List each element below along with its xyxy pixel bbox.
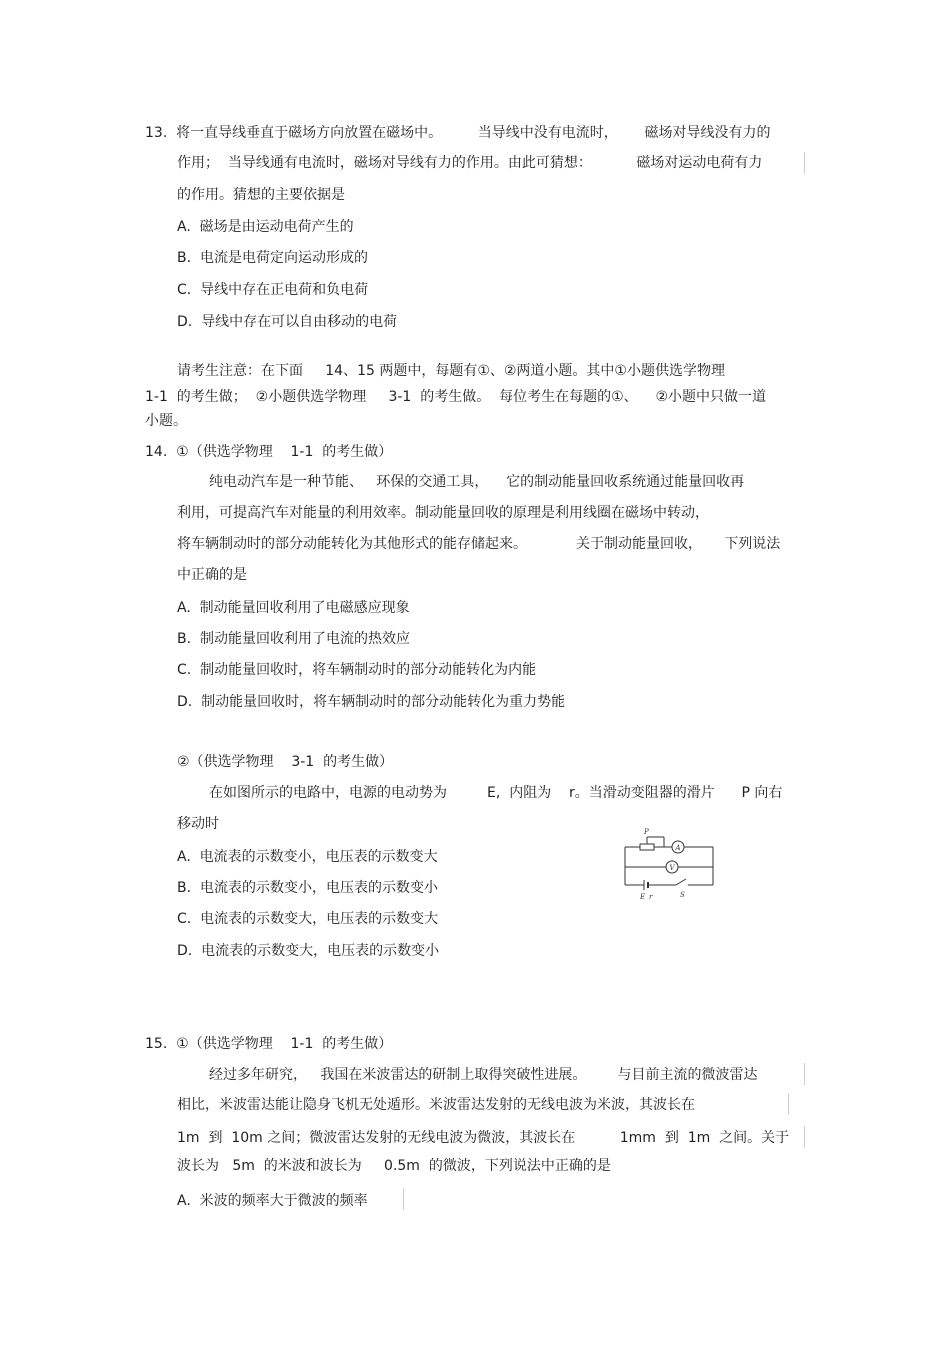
q14-p1: 纯电动汽车是一种节能、 环保的交通工具， 它的制动能量回收系统通过能量回收再	[209, 474, 745, 490]
label-v: V	[669, 864, 675, 872]
q15-option-a: A. 米波的频率大于微波的频率	[177, 1193, 368, 1209]
switch-icon	[676, 879, 686, 885]
divider	[403, 1188, 404, 1210]
q14-option-c: C. 制动能量回收时，将车辆制动时的部分动能转化为内能	[177, 662, 537, 678]
notice-line3: 小题。	[145, 413, 187, 429]
q14-sub2-option-a: A. 电流表的示数变小，电压表的示数变大	[177, 849, 438, 865]
q13-line2: 作用； 当导线通有电流时，磁场对导线有力的作用。由此可猜想： 磁场对运动电荷有力	[177, 155, 763, 171]
q13-option-a: A. 磁场是由运动电荷产生的	[177, 219, 354, 235]
divider	[788, 1093, 789, 1115]
label-s: S	[680, 891, 685, 899]
q15-p2: 相比，米波雷达能让隐身飞机无处遁形。米波雷达发射的无线电波为米波，其波长在	[177, 1097, 695, 1113]
q14-sub2-p1: 在如图所示的电路中，电源的电动势为 E, 内阻为 r。当滑动变阻器的滑片 P 向右	[209, 785, 783, 801]
rheostat-icon	[640, 844, 654, 850]
q15-p1: 经过多年研究， 我国在米波雷达的研制上取得突破性进展。 与目前主流的微波雷达	[209, 1067, 758, 1083]
q13-option-d: D. 导线中存在可以自由移动的电荷	[177, 314, 398, 330]
q13-option-b: B. 电流是电荷定向运动形成的	[177, 250, 368, 266]
q13-line1: 13. 将一直导线垂直于磁场方向放置在磁场中。 当导线中没有电流时， 磁场对导线没有力的	[145, 125, 771, 141]
q14-sub2-option-b: B. 电流表的示数变小，电压表的示数变小	[177, 880, 438, 896]
q15-p3: 1m 到 10m 之间；微波雷达发射的无线电波为微波，其波长在 1mm 到 1m 之间。关于	[177, 1130, 790, 1146]
q14-p4: 中正确的是	[177, 567, 247, 583]
q15-p4: 波长为 5m 的米波和波长为 0.5m 的微波，下列说法中正确的是	[177, 1158, 611, 1174]
q14-header: 14. ①（供选学物理 1-1 的考生做）	[145, 444, 393, 460]
notice-line1: 请考生注意：在下面 14、15 两题中，每题有①、②两道小题。其中①小题供选学物理	[177, 363, 725, 379]
q14-p2: 利用，可提高汽车对能量的利用效率。制动能量回收的原理是利用线圈在磁场中转动，	[177, 505, 709, 521]
notice-line2: 1-1 的考生做； ②小题供选学物理 3-1 的考生做。 每位考生在每题的①、 ②小题中只做一道	[145, 389, 767, 405]
q14-sub2-option-d: D. 电流表的示数变大，电压表的示数变小	[177, 943, 440, 959]
q13-line3: 的作用。猜想的主要依据是	[177, 187, 345, 203]
q14-sub2-option-c: C. 电流表的示数变大，电压表的示数变大	[177, 911, 439, 927]
divider	[804, 152, 805, 174]
q14-option-b: B. 制动能量回收利用了电流的热效应	[177, 631, 410, 647]
q14-option-a: A. 制动能量回收利用了电磁感应现象	[177, 600, 410, 616]
q14-option-d: D. 制动能量回收时，将车辆制动时的部分动能转化为重力势能	[177, 694, 566, 710]
label-r: r	[649, 893, 653, 901]
circuit-diagram	[620, 825, 720, 905]
q14-sub2-header: ②（供选学物理 3-1 的考生做）	[177, 754, 394, 770]
label-p: P	[644, 828, 649, 836]
divider	[804, 1063, 805, 1085]
q14-p3: 将车辆制动时的部分动能转化为其他形式的能存储起来。 关于制动能量回收， 下列说法	[177, 536, 781, 552]
q14-sub2-p2: 移动时	[177, 816, 219, 832]
q15-header: 15. ①（供选学物理 1-1 的考生做）	[145, 1036, 393, 1052]
label-e: E	[640, 893, 646, 901]
q13-option-c: C. 导线中存在正电荷和负电荷	[177, 282, 369, 298]
divider	[804, 1126, 805, 1148]
label-a: A	[675, 844, 681, 852]
